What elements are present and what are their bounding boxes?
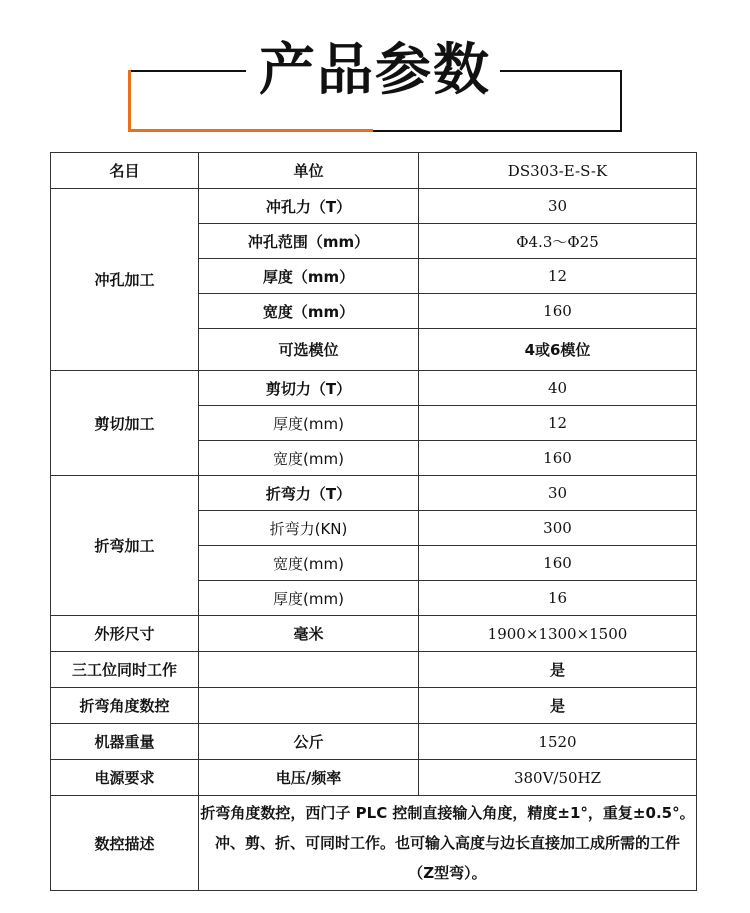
row-name: 外形尺寸: [51, 616, 199, 652]
title-frame-top-left: [128, 70, 246, 72]
value-cell: 40: [419, 371, 697, 406]
table-row: [51, 189, 697, 224]
value-cell: 16: [419, 581, 697, 616]
param-cell: 宽度(mm): [199, 441, 419, 476]
param-cell: 厚度(mm): [199, 406, 419, 441]
value-cell: 30: [419, 189, 697, 224]
param-cell: 宽度（mm）: [199, 294, 419, 329]
param-cell: 冲孔范围（mm）: [199, 224, 419, 259]
param-cell: 可选模位: [199, 329, 419, 371]
cnc-line-3: （Z型弯）。: [408, 864, 487, 882]
title-frame-top-right: [500, 70, 622, 72]
group-label-bend: 折弯加工: [51, 476, 199, 616]
value-cell: 160: [419, 441, 697, 476]
table-row: [51, 371, 697, 406]
value-cell: 300: [419, 511, 697, 546]
row-name: 折弯角度数控: [51, 688, 199, 724]
value-cell: 160: [419, 294, 697, 329]
param-cell: 冲孔力（T）: [199, 189, 419, 224]
header-row: [51, 153, 697, 189]
row-unit: [199, 688, 419, 724]
value-cell: 30: [419, 476, 697, 511]
header-name: 名目: [51, 153, 199, 189]
title-accent-left: [128, 70, 131, 132]
value-cell: Φ4.3～Φ25: [419, 224, 697, 259]
header-unit: 单位: [199, 153, 419, 189]
row-name: 电源要求: [51, 760, 199, 796]
row-value: 1900×1300×1500: [419, 616, 697, 652]
cnc-line-2: 冲、剪、折、可同时工作。也可输入高度与边长直接加工成所需的工件: [214, 834, 680, 852]
group-label-punch: 冲孔加工: [51, 189, 199, 371]
value-cell: 160: [419, 546, 697, 581]
title-block: [0, 0, 750, 150]
cnc-line-1: 折弯角度数控，西门子 PLC 控制直接输入角度，精度±1°，重复±0.5°。: [200, 804, 695, 822]
spec-table: [50, 152, 697, 891]
row-name: 三工位同时工作: [51, 652, 199, 688]
row-unit: 公斤: [199, 724, 419, 760]
row-value: 是: [419, 688, 697, 724]
param-cell: 折弯力（T）: [199, 476, 419, 511]
row-value: 是: [419, 652, 697, 688]
cnc-description: [199, 796, 697, 891]
table-row: [51, 796, 697, 891]
param-cell: 剪切力（T）: [199, 371, 419, 406]
value-cell: 12: [419, 259, 697, 294]
header-model: DS303-E-S-K: [419, 153, 697, 189]
table-row: [51, 616, 697, 652]
group-label-shear: 剪切加工: [51, 371, 199, 476]
table-row: [51, 760, 697, 796]
param-cell: 厚度（mm）: [199, 259, 419, 294]
table-row: [51, 652, 697, 688]
row-name: 机器重量: [51, 724, 199, 760]
table-row: [51, 688, 697, 724]
page-title: 产品参数: [259, 38, 491, 103]
value-cell: 4或6模位: [419, 329, 697, 371]
cnc-label: 数控描述: [51, 796, 199, 891]
row-value: 1520: [419, 724, 697, 760]
table-row: [51, 724, 697, 760]
row-unit: 电压/频率: [199, 760, 419, 796]
param-cell: 折弯力(KN): [199, 511, 419, 546]
title-accent-bottom: [128, 129, 373, 132]
table-row: [51, 476, 697, 511]
row-unit: 毫米: [199, 616, 419, 652]
param-cell: 宽度(mm): [199, 546, 419, 581]
value-cell: 12: [419, 406, 697, 441]
row-unit: [199, 652, 419, 688]
row-value: 380V/50HZ: [419, 760, 697, 796]
param-cell: 厚度(mm): [199, 581, 419, 616]
